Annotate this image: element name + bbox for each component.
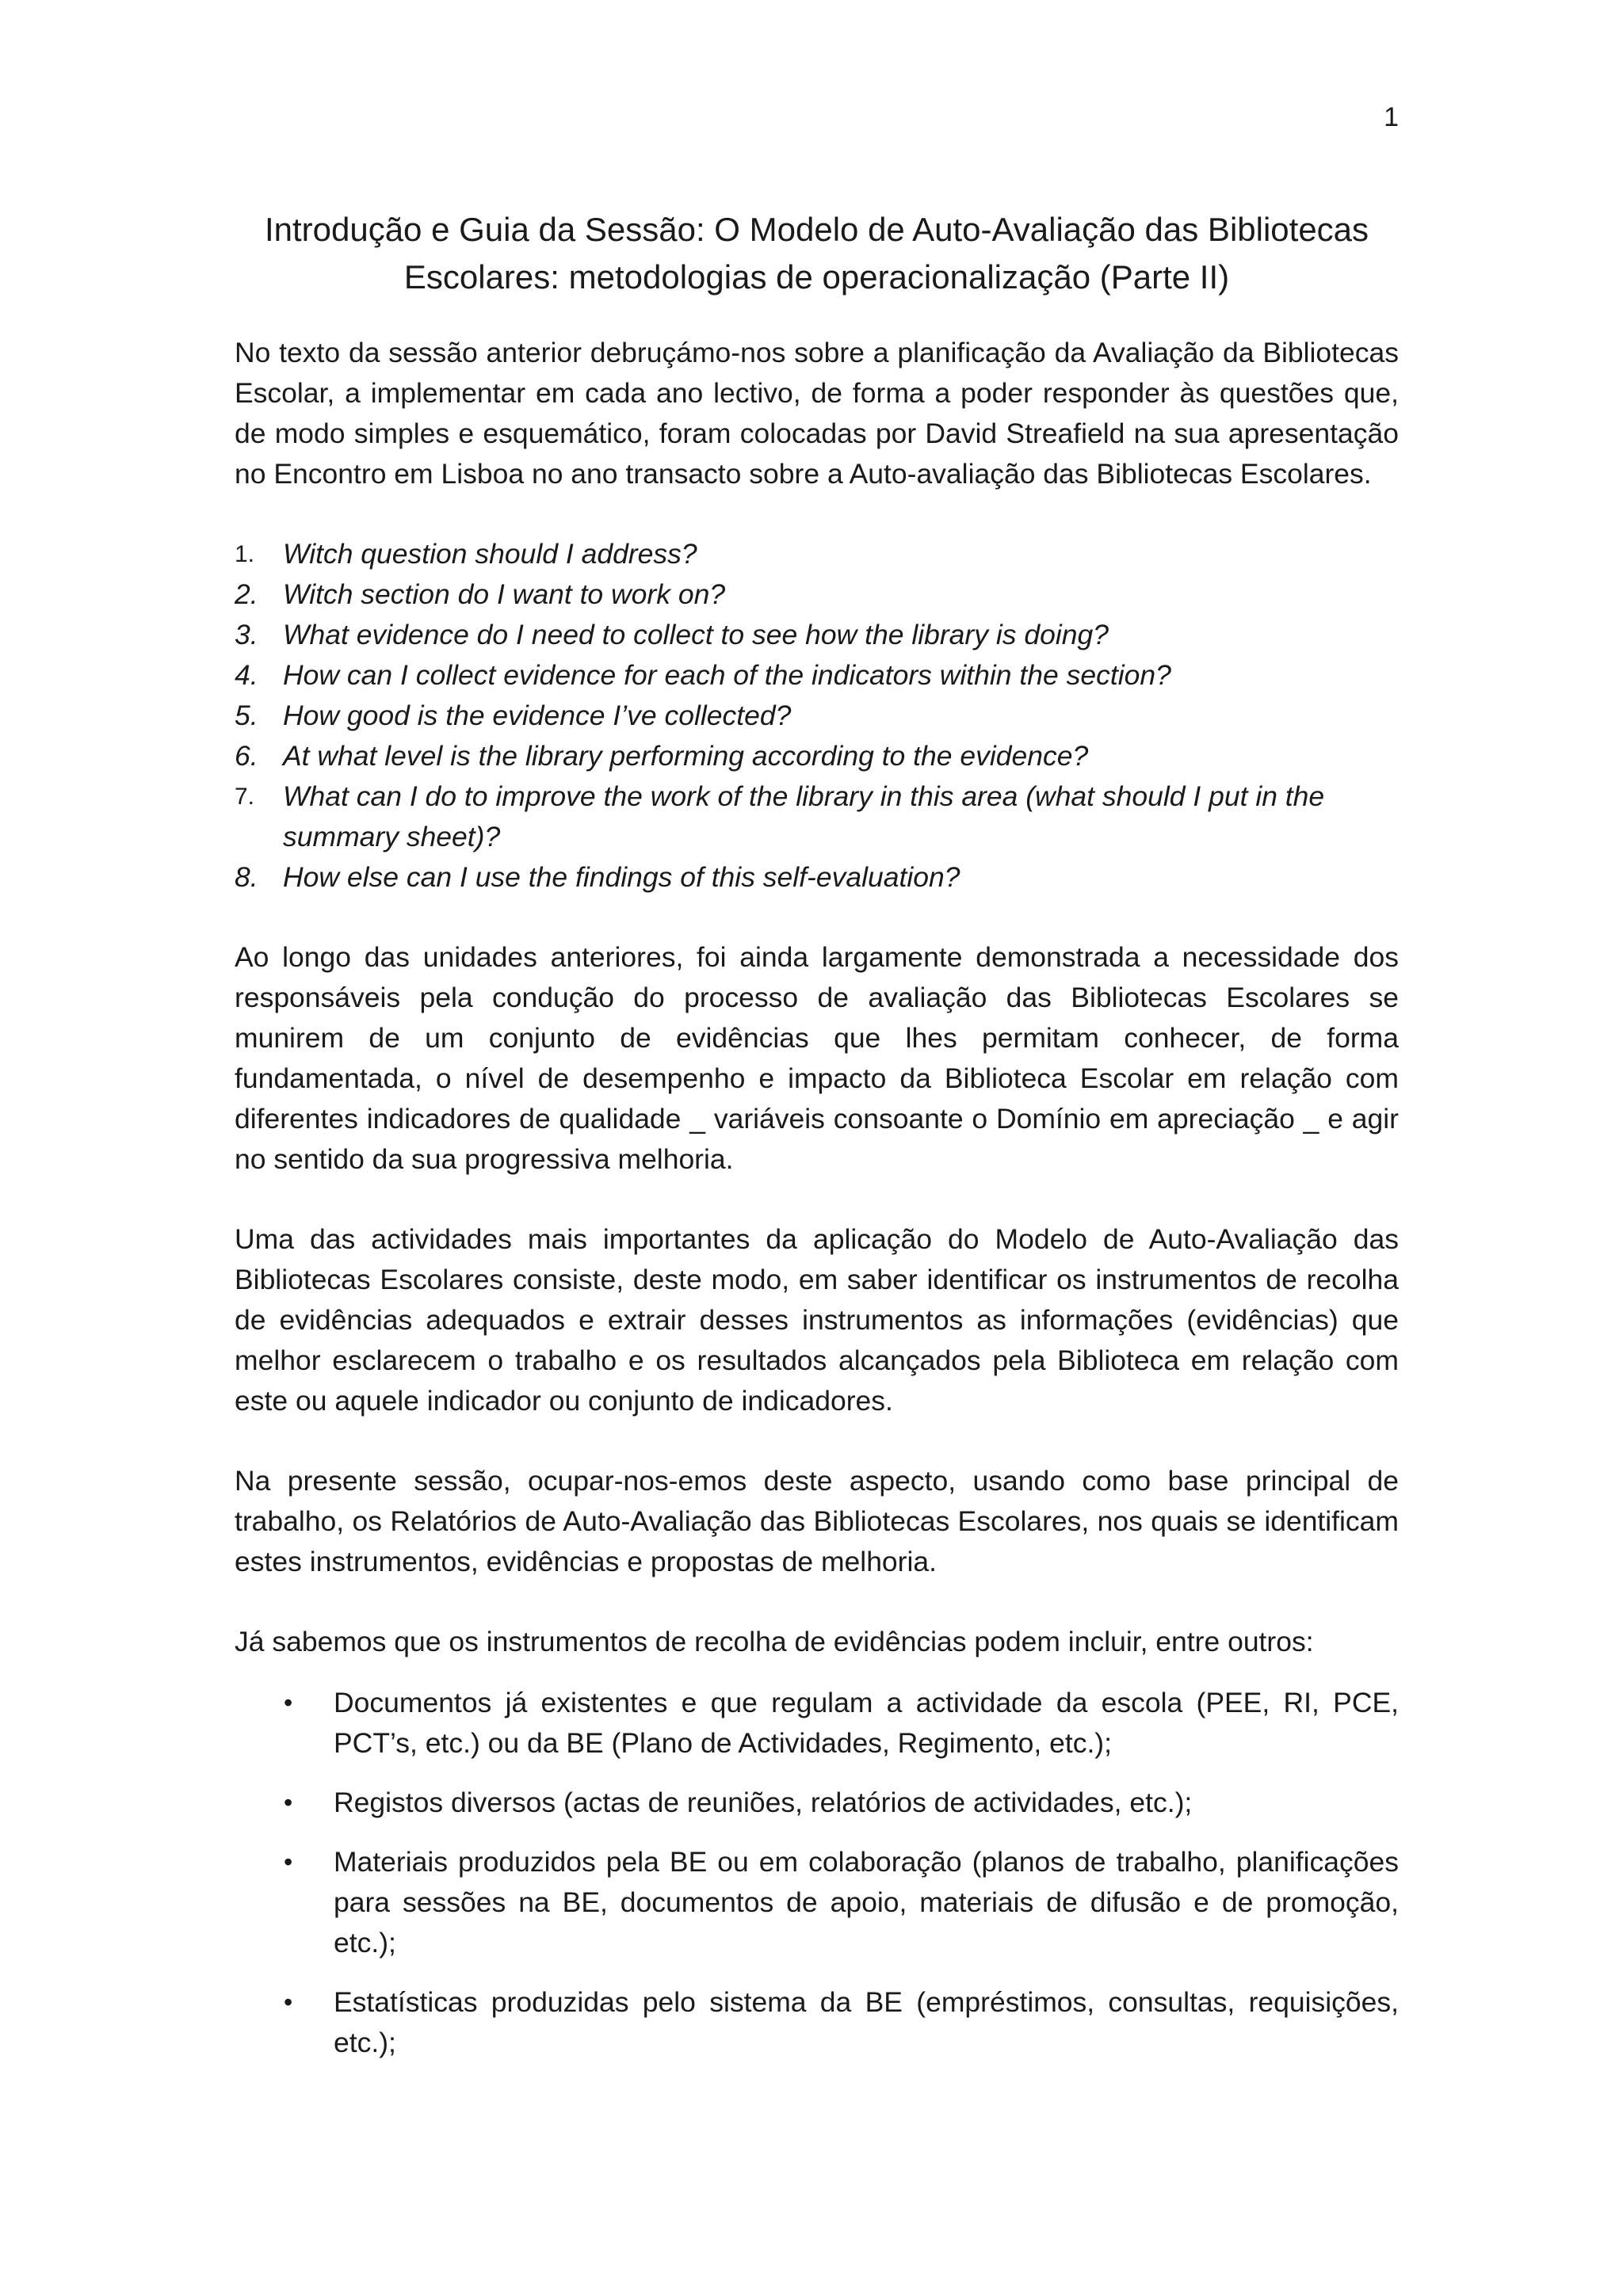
instrument-text: Documentos já existentes e que regulam a actividade da escola (PEE, RI, PCE, PCT’s, etc.) ou da BE (Plano de Actividades, Regimento, etc.); [334, 1687, 1399, 1759]
question-text: How good is the evidence I’ve collected? [283, 700, 792, 731]
instrument-item [235, 1683, 1399, 1764]
question-item [235, 574, 1399, 615]
question-number: 1. [235, 541, 255, 567]
question-text: How can I collect evidence for each of the indicators within the section? [283, 659, 1171, 691]
document-title [235, 206, 1399, 301]
instrument-item [235, 1982, 1399, 2063]
question-item [235, 776, 1399, 857]
question-text: Witch section do I want to work on? [283, 578, 726, 610]
bullet-icon: • [284, 1988, 293, 2016]
question-number: 6. [235, 740, 258, 772]
title-line-1: Introdução e Guia da Sessão: O Modelo de Auto-Avaliação das Bibliotecas [264, 211, 1369, 248]
paragraph-evidence-need: Ao longo das unidades anteriores, foi ainda largamente demonstrada a necessidade dos responsáveis pela condução do processo de avaliação das Bibliotecas Escolares se munirem de um conjunto de evidências que lhes permitam conhecer, de forma fundamentada, o nível de desempenho e impacto da Biblioteca Escolar em relação com diferentes indicadores de qualidade _ variáveis consoante o Domínio em apreciação _ e agir no sentido da sua progressiva melhoria. [235, 941, 1399, 1175]
instrument-text: Materiais produzidos pela BE ou em colaboração (planos de trabalho, planificações para sessões na BE, documentos de apoio, materiais de difusão e de promoção, etc.); [334, 1846, 1399, 1958]
question-number: 4. [235, 659, 258, 691]
question-text: What evidence do I need to collect to see how the library is doing? [283, 619, 1109, 650]
paragraph-main-activity: Uma das actividades mais importantes da aplicação do Modelo de Auto-Avaliação das Bibliotecas Escolares consiste, deste modo, em saber identificar os instrumentos de recolha de evidências adequados e extrair desses instrumentos as informações (evidências) que melhor esclarecem o trabalho e os resultados alcançados pela Biblioteca em relação com este ou aquele indicador ou conjunto de indicadores. [235, 1223, 1399, 1417]
question-item [235, 655, 1399, 696]
question-item [235, 615, 1399, 655]
question-item [235, 534, 1399, 574]
document-body [235, 206, 1399, 2082]
question-number: 8. [235, 861, 258, 893]
question-number: 5. [235, 700, 258, 731]
question-number: 2. [235, 578, 258, 610]
intro-paragraph: No texto da sessão anterior debruçámo-nos sobre a planificação da Avaliação da Bibliotecas Escolar, a implementar em cada ano lectivo, de forma a poder responder às questões que, de modo simples e esquemático, foram colocadas por David Streafield na sua apresentação no Encontro em Lisboa no ano transacto sobre a Auto-avaliação das Bibliotecas Escolares. [235, 337, 1399, 490]
instruments-list [235, 1683, 1399, 2063]
page-number: 1 [1384, 102, 1399, 132]
question-number: 7. [235, 784, 255, 810]
question-text: Witch question should I address? [283, 538, 697, 570]
question-item [235, 857, 1399, 898]
question-item [235, 696, 1399, 736]
instrument-text: Estatísticas produzidas pelo sistema da BE (empréstimos, consultas, requisições, etc.); [334, 1986, 1399, 2058]
bullet-icon: • [284, 1688, 293, 1717]
question-item [235, 736, 1399, 776]
question-text: At what level is the library performing according to the evidence? [283, 740, 1089, 772]
title-line-2: Escolares: metodologias de operacionalização (Parte II) [403, 258, 1230, 296]
question-text: What can I do to improve the work of the library in this area (what should I put in the summary sheet)? [283, 780, 1325, 852]
instrument-item [235, 1842, 1399, 1963]
paragraph-instruments-intro: Já sabemos que os instrumentos de recolha de evidências podem incluir, entre outros: [235, 1626, 1314, 1657]
instrument-item [235, 1783, 1399, 1823]
paragraph-session-focus: Na presente sessão, ocupar-nos-emos deste aspecto, usando como base principal de trabalho, os Relatórios de Auto-Avaliação das Bibliotecas Escolares, nos quais se identificam estes instrumentos, evidências e propostas de melhoria. [235, 1465, 1399, 1577]
question-number: 3. [235, 619, 258, 650]
bullet-icon: • [284, 1848, 293, 1876]
questions-list [235, 534, 1399, 898]
instrument-text: Registos diversos (actas de reuniões, relatórios de actividades, etc.); [334, 1787, 1193, 1818]
bullet-icon: • [284, 1788, 293, 1817]
question-text: How else can I use the findings of this self-evaluation? [283, 861, 960, 893]
